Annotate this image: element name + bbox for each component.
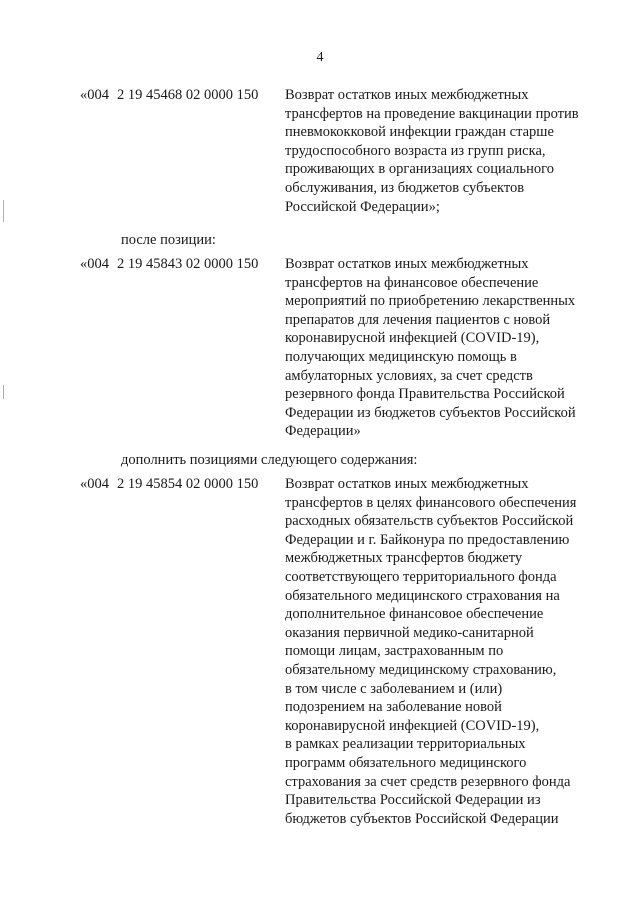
admin-code: «004 [80, 476, 109, 492]
description-line: трансфертов в целях финансового обеспечения [285, 494, 577, 511]
description-line: получающих медицинскую помощь в [285, 348, 517, 365]
description-line: Федерации и г. Байконура по предоставлению [285, 531, 570, 548]
description-line: соответствующего территориального фонда [285, 568, 557, 585]
after-position-note: после позиции: [121, 232, 216, 248]
description-line: помощи лицам, застрахованным по [285, 643, 504, 660]
description-line: программ обязательного медицинского [285, 754, 527, 771]
description-line: в том числе с заболеванием и (или) [285, 680, 503, 697]
scan-edge-mark [3, 200, 4, 222]
add-positions-note: дополнить позициями следующего содержания: [121, 452, 418, 468]
entry-description [285, 86, 585, 216]
description-line: препаратов для лечения пациентов с новой [285, 311, 551, 328]
entry-codes [80, 475, 258, 494]
page-number: 4 [316, 50, 324, 65]
entry-codes [80, 86, 258, 105]
description-line: расходных обязательств субъектов Российской [285, 513, 574, 530]
entry-description [285, 475, 585, 828]
description-line: Возврат остатков иных межбюджетных [285, 87, 529, 103]
scan-edge-mark [3, 385, 4, 399]
description-line: подозрением на заболевание новой [285, 699, 502, 716]
description-line: коронавирусной инфекцией (COVID-19), [285, 330, 540, 347]
description-line: обязательному медицинскому страхованию, [285, 661, 557, 678]
kbk-code: 2 19 45854 02 0000 150 [117, 476, 259, 492]
description-line: Российской Федерации»; [285, 198, 440, 215]
entry-codes [80, 255, 258, 274]
description-line: в рамках реализации территориальных [285, 736, 526, 753]
description-line: межбюджетных трансфертов бюджету [285, 550, 523, 567]
description-line: обязательного медицинского страхования на [285, 587, 560, 604]
description-line: коронавирусной инфекцией (COVID-19), [285, 717, 540, 734]
description-line: бюджетов субъектов Российской Федерации [285, 810, 559, 827]
description-line: трансфертов на финансовое обеспечение [285, 274, 539, 291]
description-line: оказания первичной медико-санитарной [285, 624, 534, 641]
description-line: амбулаторных условиях, за счет средств [285, 367, 533, 384]
admin-code: «004 [80, 87, 109, 103]
description-line: резервного фонда Правительства Российской [285, 386, 565, 403]
description-line: Возврат остатков иных межбюджетных [285, 256, 529, 272]
description-line: Федерации» [285, 423, 361, 440]
description-line: проживающих в организациях социального [285, 161, 554, 178]
description-line: трансфертов на проведение вакцинации против [285, 105, 579, 122]
description-line: Возврат остатков иных межбюджетных [285, 476, 529, 492]
description-line: Правительства Российской Федерации из [285, 792, 541, 809]
description-line: дополнительное финансовое обеспечение [285, 606, 544, 623]
admin-code: «004 [80, 256, 109, 272]
entry-description [285, 255, 585, 441]
kbk-code: 2 19 45468 02 0000 150 [117, 87, 259, 103]
kbk-code: 2 19 45843 02 0000 150 [117, 256, 259, 272]
description-line: Федерации из бюджетов субъектов Российской [285, 404, 576, 421]
description-line: страхования за счет средств резервного фонда [285, 773, 571, 790]
description-line: пневмококковой инфекции граждан старше [285, 124, 554, 141]
description-line: трудоспособного возраста из групп риска, [285, 142, 546, 159]
description-line: мероприятий по приобретению лекарственных [285, 293, 576, 310]
description-line: обслуживания, из бюджетов субъектов [285, 179, 525, 196]
